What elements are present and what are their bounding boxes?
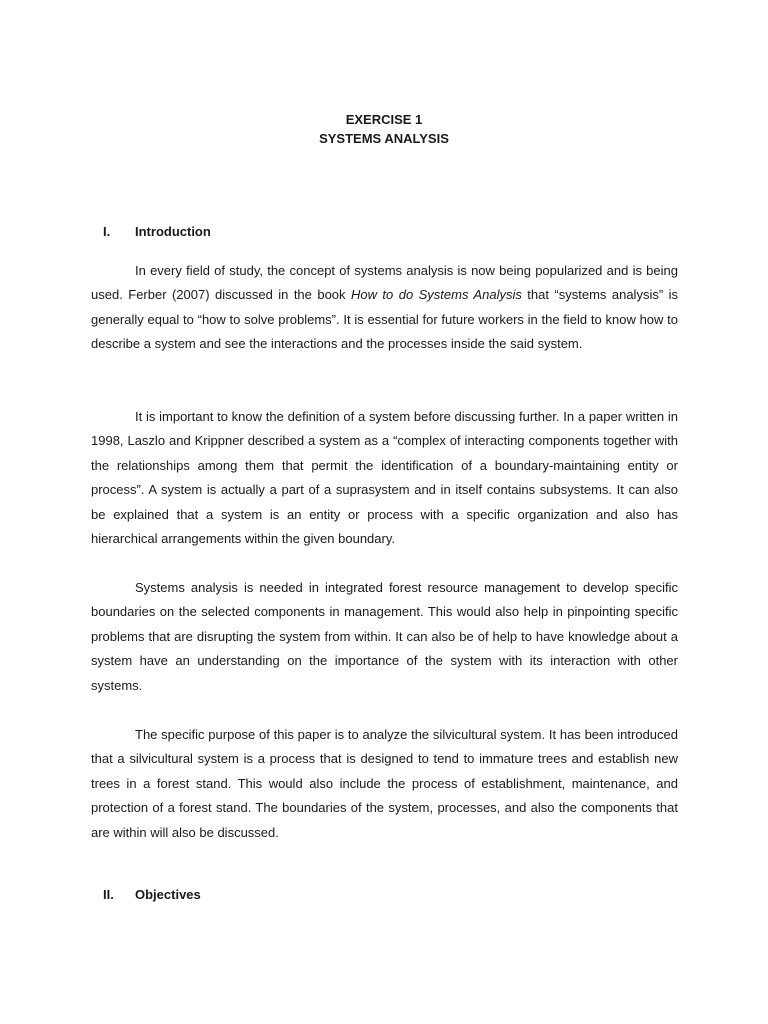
exercise-label: EXERCISE 1	[345, 112, 423, 127]
section-number: II.	[103, 887, 114, 902]
section-heading-objectives	[103, 887, 201, 902]
section-heading-introduction	[103, 224, 211, 239]
paragraph-intro-2: It is important to know the definition of a system before discussing further. In a paper written in 1998, Laszlo and Krippner described a system as a “complex of interacting components together with the relationships among them that permit the identification of a boundary-maintaining entity or process”. A system is actually a part of a suprasystem and in itself contains subsystems. It can also be explained that a system is an entity or process with a specific organization and also has hierarchical arrangements within the given boundary.	[91, 409, 678, 547]
document-title	[0, 110, 768, 148]
paragraph-intro-1	[91, 259, 678, 357]
paragraph-intro-4: The specific purpose of this paper is to analyze the silvicultural system. It has been introduced that a silvicultural system is a process that is designed to tend to immature trees and establish new trees in a forest stand. This would also include the process of establishment, maintenance, and protection of a forest stand. The boundaries of the system, processes, and also the components that are within will also be discussed.	[91, 727, 678, 840]
exercise-subject: SYSTEMS ANALYSIS	[319, 131, 449, 146]
section-title: Objectives	[135, 887, 201, 902]
paragraph-text: that “systems analysis” is generally equal to “how to solve problems”. It is essential for future workers in the field to know how to describe a system and see the interactions and the processes inside the said system.	[91, 287, 678, 352]
paragraph-text: In every field of study, the concept of systems analysis is now being popularized and is being used. Ferber (2007) discussed in the book	[91, 263, 678, 303]
paragraph-intro-3: Systems analysis is needed in integrated forest resource management to develop specific boundaries on the selected components in management. This would also help in pinpointing specific problems that are disrupting the system from within. It can also be of help to have knowledge about a system have an understanding on the importance of the system with its interaction with other systems.	[91, 580, 678, 693]
section-title: Introduction	[135, 224, 211, 239]
section-number: I.	[103, 224, 111, 239]
book-title: How to do Systems Analysis	[350, 287, 522, 303]
